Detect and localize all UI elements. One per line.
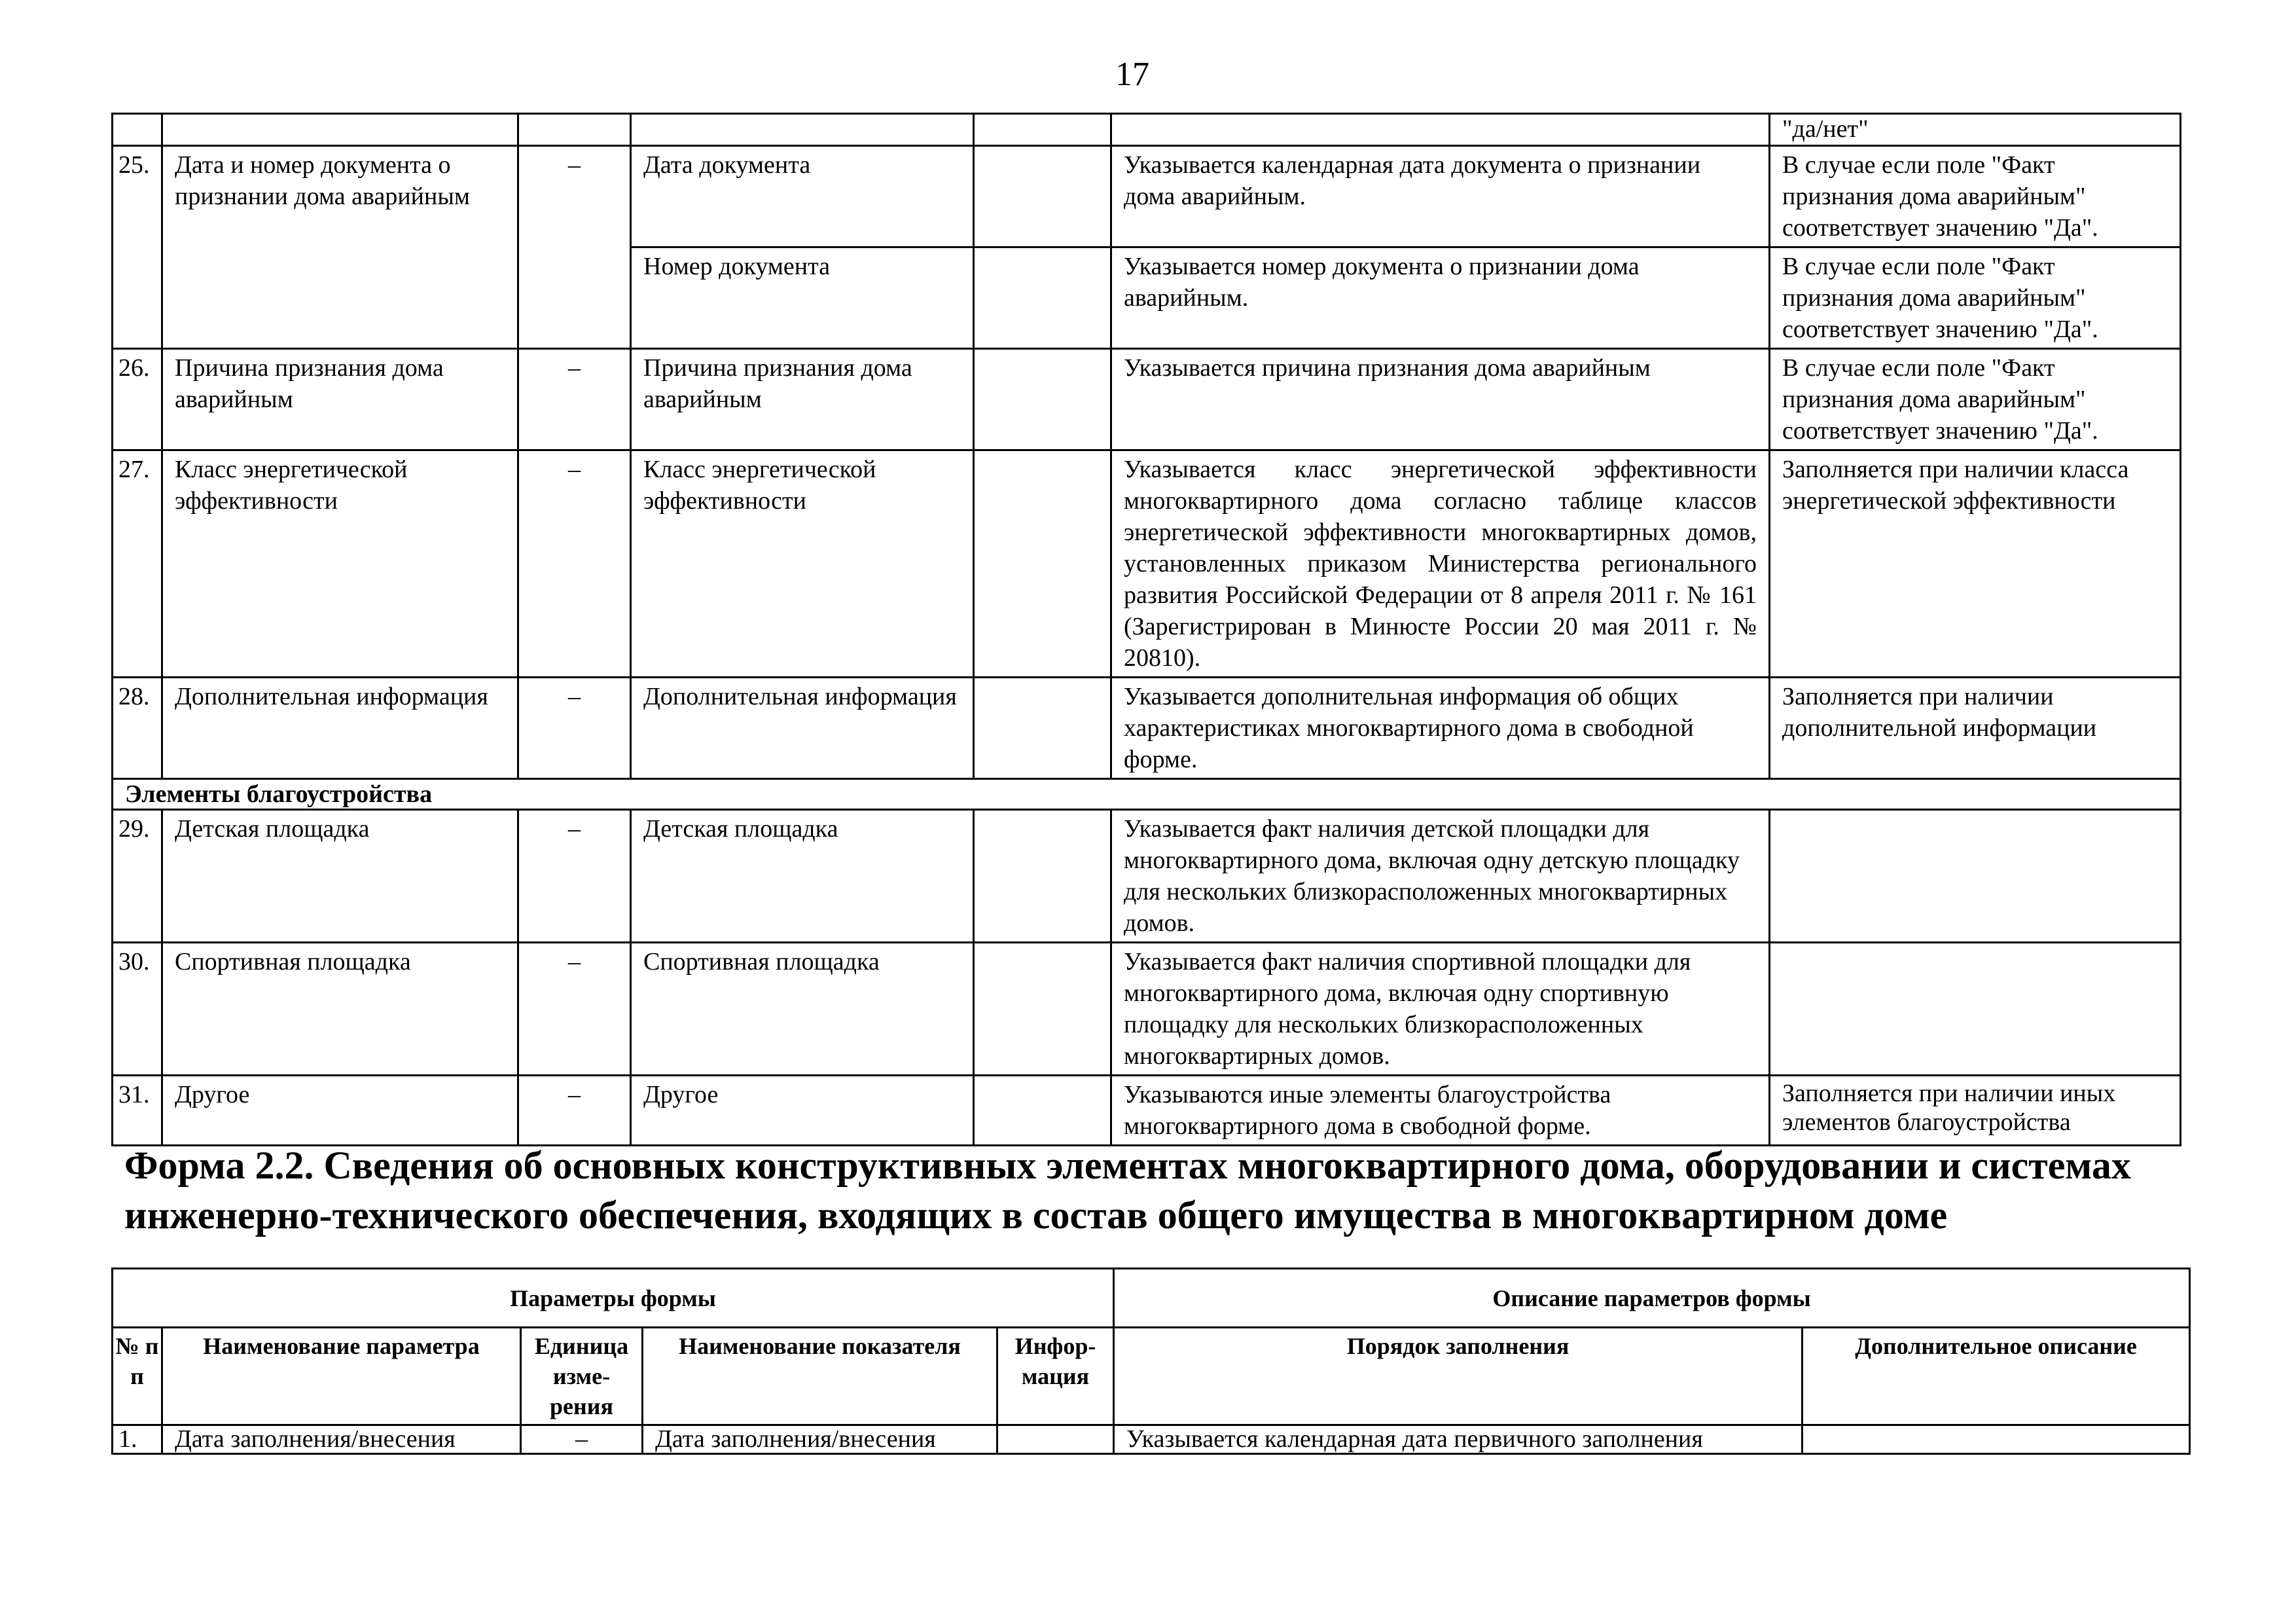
cell-name: Детская площадка [162,810,518,943]
cell-info [974,810,1111,943]
cell-unit: – [518,450,631,678]
cell-indicator: Дата документа [631,146,974,247]
cell-description: Указывается класс энергетической эффективности многоквартирного дома согласно таблице классов энергетической эффективности многоквартирных домов, установленных приказом Министерства регионального развития Российской Федерации от 8 апреля 2011 г. № 161 (Зарегистрирован в Минюсте России 20 мая 2011 г. № 20810). [1111,450,1770,678]
cell-unit: – [518,943,631,1076]
cell-num: 28. [113,678,162,779]
cell-info [974,943,1111,1076]
group-parameters: Параметры формы [113,1269,1114,1328]
cell-info [974,349,1111,450]
header-indicator: Наименование показателя [643,1328,997,1425]
cell-indicator: Причина признания дома аварийным [631,349,974,450]
cell-name: Дата заполнения/внесения [162,1425,521,1454]
cell-description: Указывается факт наличия спортивной площадки для многоквартирного дома, включая одну спортивную площадку для нескольких близкорасположенных многоквартирных домов. [1111,943,1770,1076]
table-row [113,678,2181,779]
cell-num: 26. [113,349,162,450]
cell-info [974,247,1111,349]
cell-indicator: Другое [631,1076,974,1146]
cell-num: 27. [113,450,162,678]
cell-extra [1803,1425,2190,1454]
cell-unit: – [518,678,631,779]
page-number: 17 [1115,56,1149,93]
cell-indicator: Номер документа [631,247,974,349]
cell-info [974,450,1111,678]
cell-extra [1770,810,2181,943]
cell-unit: – [518,349,631,450]
group-description: Описание параметров формы [1114,1269,2190,1328]
parameters-table-continued [111,113,2181,1146]
cell-indicator: Дополнительная информация [631,678,974,779]
header-name: Наименование параметра [162,1328,521,1425]
cell-description: Указывается причина признания дома аварийным [1111,349,1770,450]
cell-description: Указывается календарная дата документа о признании дома аварийным. [1111,146,1770,247]
table-row [113,1425,2190,1454]
cell-name: Причина признания дома аварийным [162,349,518,450]
table-row [113,349,2181,450]
table-row [113,943,2181,1076]
cell-indicator: Класс энергетической эффективности [631,450,974,678]
cell-num: 30. [113,943,162,1076]
cell-unit: – [518,1076,631,1146]
cell-order: Указывается календарная дата первичного заполнения [1114,1425,1803,1454]
cell-name: Дополнительная информация [162,678,518,779]
cell-description: Указывается дополнительная информация об общих характеристиках многоквартирного дома в свободной форме. [1111,678,1770,779]
header-info: Инфор-мация [997,1328,1114,1425]
cell-extra: В случае если поле "Факт признания дома аварийным" соответствует значению "Да". [1770,349,2181,450]
cell-unit: – [518,146,631,349]
cell-unit: – [521,1425,643,1454]
cell-name: Другое [162,1076,518,1146]
cell-name: Класс энергетической эффективности [162,450,518,678]
cell-info [997,1425,1114,1454]
cell-indicator: Детская площадка [631,810,974,943]
table-row [113,114,2181,146]
cell-info [974,678,1111,779]
header-num: № п п [113,1328,162,1425]
cell-info [974,146,1111,247]
header-extra: Дополнительное описание [1803,1328,2190,1425]
cell-indicator: Дата заполнения/внесения [643,1425,997,1454]
empty-cell [113,114,162,146]
cell-description: Указываются иные элементы благоустройства многоквартирного дома в свободной форме. [1111,1076,1770,1146]
cell-name: Спортивная площадка [162,943,518,1076]
cell-num: 1. [113,1425,162,1454]
table-row [113,450,2181,678]
section-title: Элементы благоустройства [113,779,2181,810]
table-row [113,810,2181,943]
cell-info [974,1076,1111,1146]
header-order: Порядок заполнения [1114,1328,1803,1425]
cell-extra [1770,943,2181,1076]
cell-description [1111,114,1770,146]
group-header-row [113,1269,2190,1328]
cell-num: 25. [113,146,162,349]
cell-extra: Заполняется при наличии класса энергетической эффективности [1770,450,2181,678]
cell-num: 31. [113,1076,162,1146]
empty-cell [162,114,518,146]
form-heading: Форма 2.2. Сведения об основных конструктивных элементах многоквартирного дома, оборудовании и системах инженерно-технического обеспечения, входящих в состав общего имущества в многоквартирном доме [124,1144,2131,1237]
cell-indicator: Спортивная площадка [631,943,974,1076]
section-row [113,779,2181,810]
table-row [113,1076,2181,1146]
form-2-2-table [111,1267,2191,1455]
header-row [113,1328,2190,1425]
cell-description: Указывается факт наличия детской площадки для многоквартирного дома, включая одну детскую площадку для нескольких близкорасположенных многоквартирных домов. [1111,810,1770,943]
cell-extra: Заполняется при наличии иных элементов благоустройства [1770,1076,2181,1146]
cell-num: 29. [113,810,162,943]
cell-unit: – [518,810,631,943]
empty-cell [631,114,974,146]
empty-cell [518,114,631,146]
empty-cell [974,114,1111,146]
cell-description: Указывается номер документа о признании дома аварийным. [1111,247,1770,349]
cell-name: Дата и номер документа о признании дома аварийным [162,146,518,349]
cell-extra: В случае если поле "Факт признания дома аварийным" соответствует значению "Да". [1770,247,2181,349]
cell-extra: В случае если поле "Факт признания дома аварийным" соответствует значению "Да". [1770,146,2181,247]
table-row [113,146,2181,247]
header-unit: Единица изме-рения [521,1328,643,1425]
cell-extra: Заполняется при наличии дополнительной информации [1770,678,2181,779]
cell-extra: "да/нет" [1770,114,2181,146]
